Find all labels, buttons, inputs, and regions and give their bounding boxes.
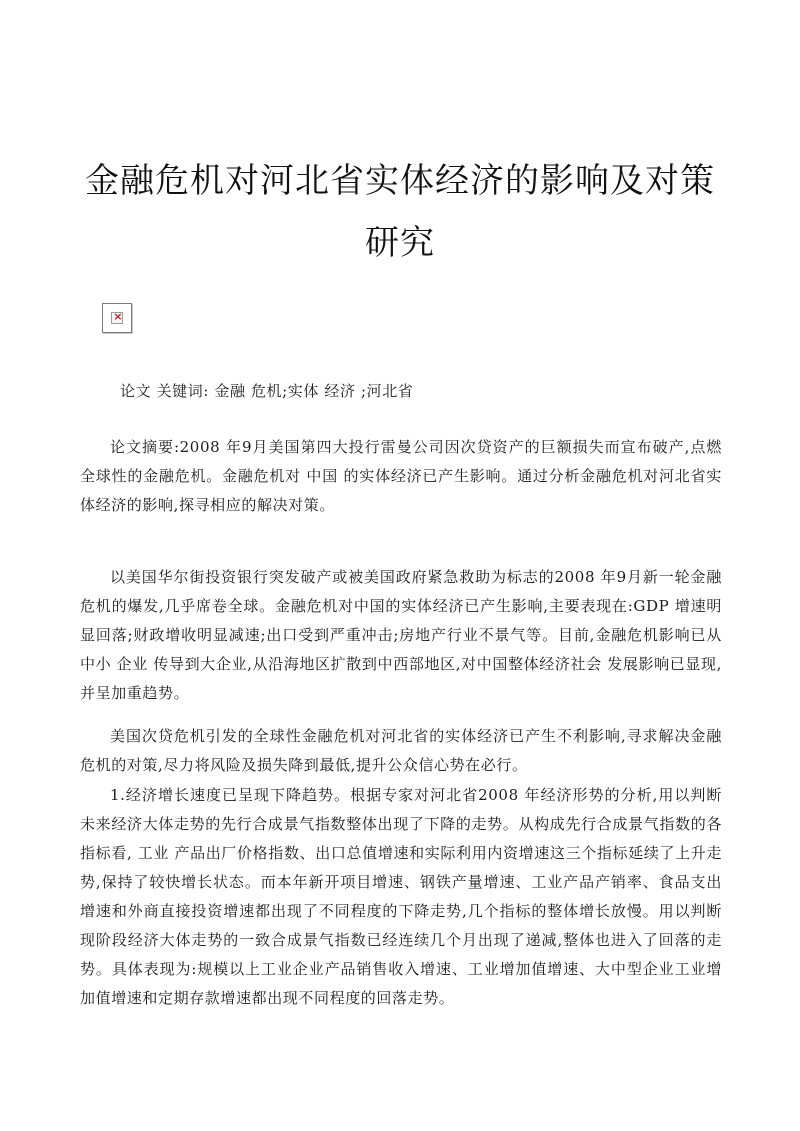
document-title: 金融危机对河北省实体经济的影响及对策研究 bbox=[85, 161, 715, 263]
body-paragraph-3: 1.经济增长速度已呈现下降趋势。根据专家对河北省2008 年经济形势的分析,用以判断未来经济大体走势的先行合成景气指数整体出现了下降的走势。从构成先行合成景气指数的各指标看, 工业 产品出厂价格指数、出口总值增速和实际利用内资增速这三个指标延续了上升走势,保持了较快增长状态。而本年新开项目增速、钢铁产量增速、工业产品产销率、食品支出增速和外商直接投资增速都出现了不同程度的下降走势,几个指标的整体增长放慢。用以判断现阶段经济大体走势的一致合成景气指数已经连续几个月出现了递减,整体也进入了回落的走势。具体表现为:规模以上工业企业产品销售收入增速、工业增加值增速、大中型企业工业增加值增速和定期存款增速都出现不同程度的回落走势。 bbox=[80, 786, 722, 1007]
body-paragraph-1: 以美国华尔街投资银行突发破产或被美国政府紧急救助为标志的2008 年9月新一轮金融危机的爆发,几乎席卷全球。金融危机对中国的实体经济已产生影响,主要表现在:GDP 增速明显回落;财政增收明显减速;出口受到严重冲击;房地产行业不景气等。目前,金融危机影响已从中小 企业 传导到大企业,从沿海地区扩散到中西部地区,对中国整体经济社会 发展影响已显现,并呈加重趋势。 bbox=[80, 568, 722, 702]
abstract-paragraph: 论文摘要:2008 年9月美国第四大投行雷曼公司因次贷资产的巨额损失而宣布破产,点燃全球性的金融危机。金融危机对 中国 的实体经济已产生影响。通过分析金融危机对河北省实体经济的影响,探寻相应的解决对策。 bbox=[80, 438, 722, 514]
broken-image-x-mark: × bbox=[113, 310, 123, 323]
broken-image-icon bbox=[102, 303, 132, 333]
body-paragraph-2: 美国次贷危机引发的全球性金融危机对河北省的实体经济已产生不利影响,寻求解决金融危机的对策,尽力将风险及损失降到最低,提升公众信心势在必行。 bbox=[80, 727, 722, 774]
broken-image-frame bbox=[111, 312, 123, 324]
keywords-line: 论文 关键词: 金融 危机;实体 经济 ;河北省 bbox=[120, 382, 414, 400]
